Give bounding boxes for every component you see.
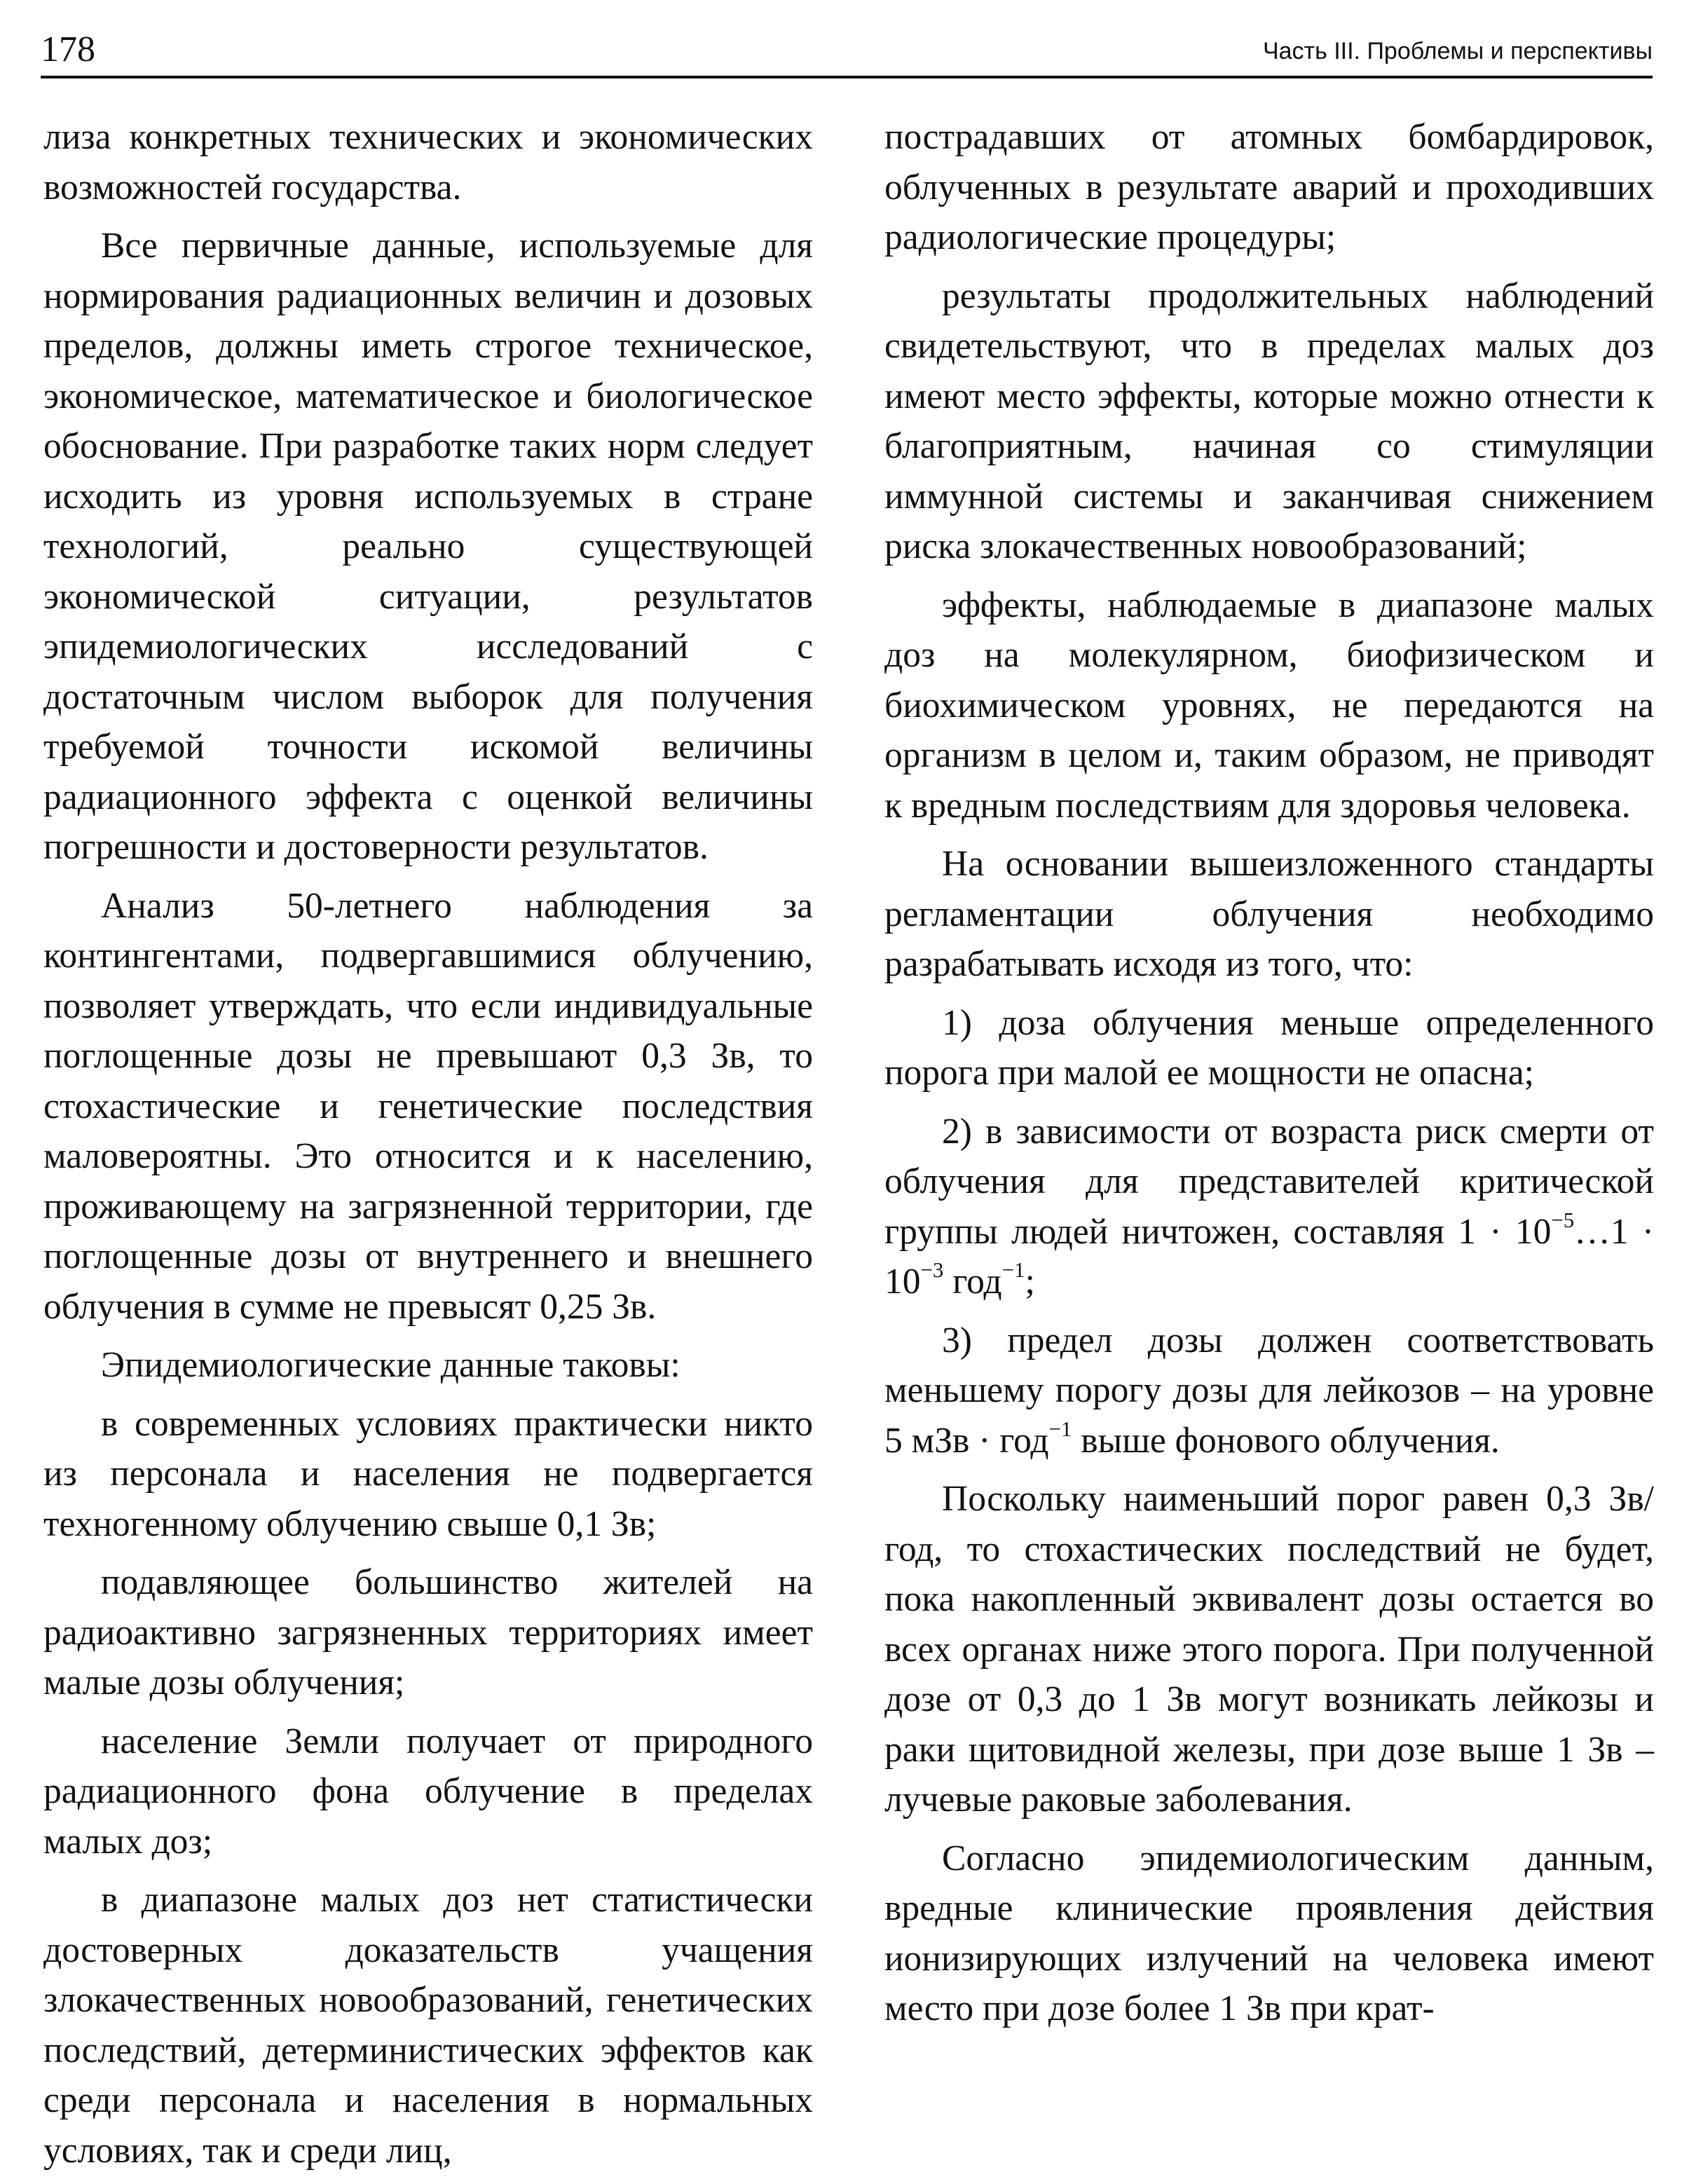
numbered-item — [884, 1107, 1654, 1307]
exponent: −5 — [1551, 1207, 1575, 1232]
list-item: в диапазоне малых доз нет статистически достоверных доказательств учащения злокачественных новообразований, генетических последствий, детерминистических эффектов как среди персонала и населения в нормальных условиях, так и среди лиц, — [43, 1880, 813, 2171]
list-item: результаты продолжительных наблюдений свидетельствуют, что в пределах малых доз имеют место эффекты, которые можно отнести к благоприятным, начиная со стимуляции иммунной системы и заканчивая снижением риска злокачественных новообразований; — [884, 275, 1654, 566]
paragraph: Анализ 50-летнего наблюдения за контингентами, подвергавшимися облучению, позволяет утверждать, что если индивидуальные поглощенные дозы не превышают 0,3 Зв, то стохастические и генетические последствия маловероятны. Это относится и к населению, проживающему на загрязненной территории, где поглощенные дозы от внутреннего и внешнего облучения в сумме не превысят 0,25 Зв. — [43, 885, 813, 1327]
page-header — [41, 28, 1653, 71]
header-rule — [41, 76, 1653, 79]
list-item: население Земли получает от природного радиационного фона облучение в пределах малых доз; — [43, 1721, 813, 1862]
text-run: 2) в зависимости от возраста риск смерти от облучения для представителей критической группы людей ничтожен, составляя 1 · 10 — [884, 1111, 1654, 1252]
paragraph: На основании вышеизложенного стандарты регламентации облучения необходимо разрабатывать исходя из того, что: — [884, 844, 1654, 984]
text-run: год — [943, 1262, 1002, 1302]
numbered-item: 1) доза облучения меньше определенного порога при малой ее мощности не опасна; — [884, 1002, 1654, 1093]
right-column — [884, 112, 1654, 2042]
paragraph: Поскольку наименьший порог равен 0,3 Зв/год, то стохастических последствий не будет, пока накопленный эквивалент дозы остается во всех органах ниже этого порога. При полученной дозе от 0,3 до 1 Зв могут возникать лейкозы и раки щитовидной железы, при дозе выше 1 Зв – лучевые раковые заболевания. — [884, 1479, 1654, 1820]
paragraph: Эпидемиологические данные таковы: — [101, 1345, 681, 1385]
left-column — [43, 112, 813, 2184]
text-run: …1 · 10 — [884, 1211, 1654, 1302]
paragraph: лиза конкретных технических и экономических возможностей государства. — [43, 117, 813, 207]
text-run: выше фонового облучения. — [1072, 1420, 1500, 1461]
page-number: 178 — [41, 29, 95, 69]
paragraph: Все первичные данные, используемые для нормирования радиационных величин и дозовых пределов, должны иметь строгое техническое, экономическое, математическое и биологическое обоснование. При разработке таких норм следует исходить из уровня используемых в стране технологий, реально существующей экономической ситуации, результатов эпидемиологических исследований с достаточным числом выборок для получения требуемой точности искомой величины радиационного эффекта с оценкой величины погрешности и достоверности результатов. — [43, 226, 813, 867]
list-item: подавляющее большинство жителей на радиоактивно загрязненных территориях имеет малые дозы облучения; — [43, 1562, 813, 1702]
exponent: −1 — [1048, 1416, 1072, 1441]
exponent: −1 — [1001, 1257, 1025, 1282]
paragraph: пострадавших от атомных бомбардировок, облученных в результате аварий и проходивших радиологические процедуры; — [884, 117, 1654, 257]
list-item: в современных условиях практически никто из персонала и населения не подвергается техногенному облучению свыше 0,1 Зв; — [43, 1403, 813, 1544]
exponent: −3 — [920, 1257, 944, 1282]
paragraph: Согласно эпидемиологическим данным, вредные клинические проявления действия ионизирующих излучений на человека имеют место при дозе более 1 Зв при крат- — [884, 1838, 1654, 2028]
running-title: Часть III. Проблемы и перспективы — [1262, 38, 1653, 64]
numbered-item — [884, 1316, 1654, 1466]
text-run: ; — [1025, 1262, 1035, 1302]
list-item: эффекты, наблюдаемые в диапазоне малых доз на молекулярном, биофизическом и биохимическом уровнях, не передаются на организм в целом и, таким образом, не приводят к вредным последствиям для здоровья человека. — [884, 585, 1654, 826]
text-run: 3) предел дозы должен соответствовать меньшему порогу дозы для лейкозов – на уровне 5 мЗв · год — [884, 1320, 1654, 1461]
